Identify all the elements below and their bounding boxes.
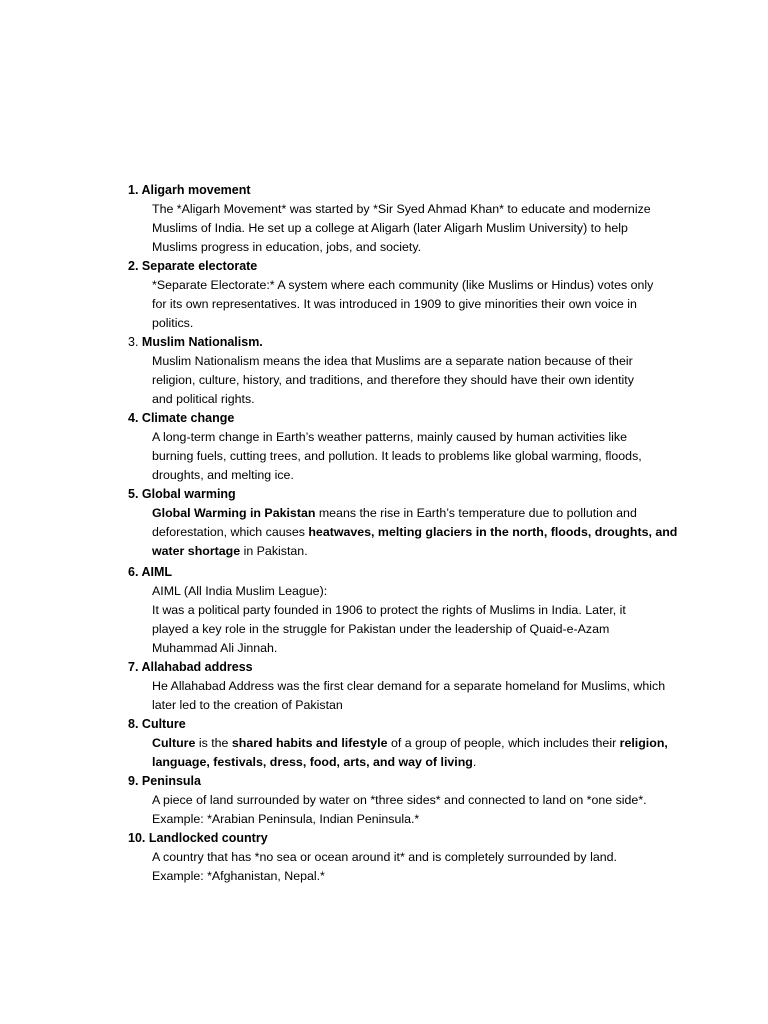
bold-term: religion,	[619, 736, 668, 750]
body-line: It was a political party founded in 1906 to protect the rights of Muslims in India. Later, it	[152, 603, 626, 617]
definition-item-5	[128, 485, 688, 561]
body-line: Muslims progress in education, jobs, and society.	[152, 240, 422, 254]
body-line: Muhammad Ali Jinnah.	[152, 641, 278, 655]
definition-item-7	[128, 658, 688, 715]
definition-item-9	[128, 772, 688, 829]
definition-item-3	[128, 333, 688, 409]
definition-item-1	[128, 181, 688, 257]
body-line: for its own representatives. It was introduced in 1909 to give minorities their own voice in	[152, 297, 637, 311]
item-title	[128, 658, 688, 677]
body-line	[152, 504, 688, 523]
item-body	[152, 276, 688, 333]
body-text: in Pakistan.	[240, 544, 308, 558]
item-heading: Aligarh movement	[141, 183, 251, 197]
body-line: politics.	[152, 316, 194, 330]
body-line: and political rights.	[152, 392, 255, 406]
bold-term: language, festivals, dress, food, arts, and way of living	[152, 755, 473, 769]
body-line: A piece of land surrounded by water on *three sides* and connected to land on *one side*.	[152, 793, 647, 807]
body-line: A long-term change in Earth’s weather patterns, mainly caused by human activities like	[152, 430, 627, 444]
item-body	[152, 428, 688, 485]
item-title	[128, 563, 688, 582]
body-line: droughts, and melting ice.	[152, 468, 294, 482]
item-title	[128, 181, 688, 200]
item-number: 9.	[128, 774, 139, 788]
item-body	[152, 791, 688, 829]
item-number: 2.	[128, 259, 139, 273]
item-title	[128, 715, 688, 734]
body-line	[152, 734, 688, 753]
body-text: .	[472, 755, 477, 769]
bold-term: heatwaves, melting glaciers in the north, floods, droughts, and	[308, 525, 678, 539]
item-number: 1.	[128, 183, 139, 197]
item-title	[128, 829, 688, 848]
body-line: *Separate Electorate:* A system where each community (like Muslims or Hindus) votes only	[152, 278, 654, 292]
item-heading: Separate electorate	[141, 259, 258, 273]
body-line	[152, 523, 688, 542]
item-body	[152, 200, 688, 257]
body-text: deforestation, which causes	[152, 525, 309, 539]
item-heading: Landlocked country	[148, 831, 268, 845]
item-number: 4.	[128, 411, 139, 425]
bold-term: water shortage	[152, 544, 241, 558]
item-heading: Climate change	[141, 411, 235, 425]
body-line: played a key role in the struggle for Pakistan under the leadership of Quaid-e-Azam	[152, 622, 610, 636]
item-body	[152, 734, 688, 772]
bold-term: Culture	[152, 736, 196, 750]
bold-term: shared habits and lifestyle	[231, 736, 388, 750]
body-line	[152, 753, 688, 772]
body-text: is the	[195, 736, 232, 750]
item-heading: Peninsula	[141, 774, 201, 788]
item-title	[128, 485, 688, 504]
body-line: religion, culture, history, and traditions, and therefore they should have their own identity	[152, 373, 634, 387]
item-body	[152, 504, 688, 561]
body-line: AIML (All India Muslim League):	[152, 584, 328, 598]
item-number: 8.	[128, 717, 139, 731]
body-line: Muslims of India. He set up a college at Aligarh (later Aligarh Muslim University) to help	[152, 221, 628, 235]
body-line: burning fuels, cutting trees, and pollution. It leads to problems like global warming, floods,	[152, 449, 642, 463]
bold-term: Global Warming in Pakistan	[152, 506, 316, 520]
item-heading: Allahabad address	[141, 660, 253, 674]
item-number: 6.	[128, 565, 139, 579]
definition-item-10	[128, 829, 688, 886]
item-number: 7.	[128, 660, 139, 674]
item-heading: Culture	[141, 717, 186, 731]
item-body	[152, 677, 688, 715]
item-heading: Muslim Nationalism.	[141, 335, 263, 349]
item-title	[128, 257, 688, 276]
body-line: later led to the creation of Pakistan	[152, 698, 343, 712]
item-body	[152, 582, 688, 658]
body-line: He Allahabad Address was the first clear demand for a separate homeland for Muslims, which	[152, 679, 666, 693]
item-heading: AIML	[141, 565, 173, 579]
item-title	[128, 333, 688, 352]
definition-item-4	[128, 409, 688, 485]
body-text: of a group of people, which includes their	[387, 736, 620, 750]
definition-item-6	[128, 563, 688, 658]
body-text: means the rise in Earth’s temperature due to pollution and	[315, 506, 637, 520]
item-heading: Global warming	[141, 487, 236, 501]
item-title	[128, 409, 688, 428]
item-number: 5.	[128, 487, 139, 501]
definition-item-2	[128, 257, 688, 333]
body-line: Example: *Arabian Peninsula, Indian Peninsula.*	[152, 812, 420, 826]
item-number: 3.	[128, 335, 139, 349]
body-line: Example: *Afghanistan, Nepal.*	[152, 869, 325, 883]
item-number: 10.	[128, 831, 146, 845]
body-line: The *Aligarh Movement* was started by *Sir Syed Ahmad Khan* to educate and modernize	[152, 202, 651, 216]
item-title	[128, 772, 688, 791]
document-page	[128, 181, 688, 886]
item-body	[152, 848, 688, 886]
definition-item-8	[128, 715, 688, 772]
item-body	[152, 352, 688, 409]
body-line: A country that has *no sea or ocean around it* and is completely surrounded by land.	[152, 850, 617, 864]
body-line: Muslim Nationalism means the idea that Muslims are a separate nation because of their	[152, 354, 633, 368]
body-line	[152, 542, 688, 561]
